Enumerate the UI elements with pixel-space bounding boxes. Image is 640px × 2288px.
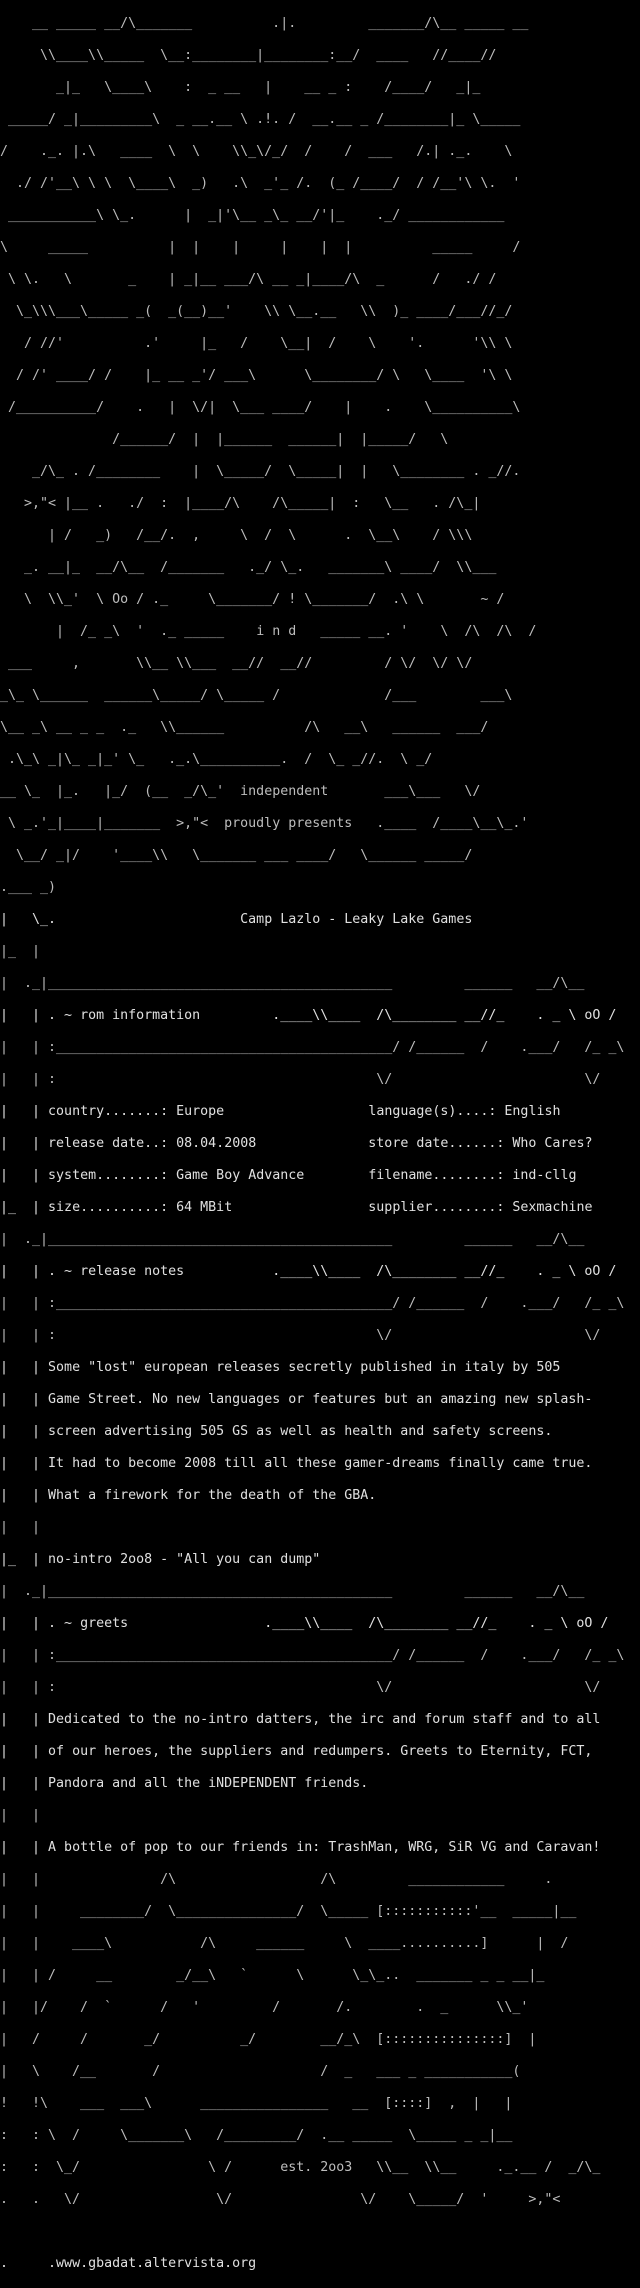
ascii-art-line: __ \_ |_. |_/ (__ _/\_' independent ___\___ \/	[0, 784, 481, 799]
rom-release-date-value: 08.04.2008	[176, 1136, 257, 1151]
section-rule: | ._|___________________________________________ ______ __/\__	[0, 976, 585, 991]
section-rule: | | : \/ \/	[0, 1680, 601, 1695]
section-label-greets: greets	[80, 1616, 129, 1631]
nointro-motto: no-intro 2oo8 - "All you can dump"	[48, 1552, 321, 1567]
ascii-art-line: \\____\\_____ \__:________|________:__/ ____ //____//	[0, 48, 497, 63]
ascii-art-line: \ _____ | | | | | | _____ /	[0, 240, 521, 255]
rom-info-row: | | country.......: Europe language(s)....: English	[0, 1104, 561, 1119]
greets-line: | | Pandora and all the iNDEPENDENT friends.	[0, 1776, 369, 1791]
ascii-art-line: | | /\ /\ ____________ .	[0, 1872, 553, 1887]
greets-line: | | of our heroes, the suppliers and redumpers. Greets to Eternity, FCT,	[0, 1744, 593, 1759]
release-note-line: | | Game Street. No new languages or features but an amazing new splash-	[0, 1392, 593, 1407]
ascii-art-line: . . \/ \/ \/ \_____/ ' >,"<	[0, 2192, 561, 2207]
greets-line: | | A bottle of pop to our friends in: TrashMan, WRG, SiR VG and Caravan!	[0, 1840, 601, 1855]
ascii-art-line: | | ____\ /\ ______ \ ____..........] | /	[0, 1936, 569, 1951]
tagline-independent: independent	[240, 784, 329, 799]
section-label-rom-information: rom information	[80, 1008, 201, 1023]
ascii-art-line: .___ _)	[0, 880, 57, 895]
ascii-art-line: _\_ \______ ______\_____/ \_____ / /___ ___\	[0, 688, 513, 703]
release-note-line: | | It had to become 2008 till all these gamer-dreams finally came true.	[0, 1456, 593, 1471]
ascii-art-line: | \ /__ / / _ ___ _ ___________(	[0, 2064, 521, 2079]
section-header-release-notes: | | . ~ release notes .____\\____ /\________ __//_ . _ \ oO /	[0, 1264, 617, 1279]
rom-supplier-value: Sexmachine	[512, 1200, 593, 1215]
ascii-art-line: : : \_/ \ / est. 2oo3 \\__ \\__ ._.__ / _/\_	[0, 2160, 601, 2175]
section-rule: | | :__________________________________________/ /______ / .___/ /_ _\	[0, 1040, 625, 1055]
ascii-art-line: | /_ _\ ' ._ _____ i n d _____ __. ' \ /\ /\ /	[0, 624, 537, 639]
section-rule: | | : \/ \/	[0, 1072, 601, 1087]
ascii-art-line: _/\_ . /________ | \_____/ \_____| | \________ . _//.	[0, 464, 521, 479]
ascii-art-line: /__________/ . | \/| \___ ____/ | . \__________\	[0, 400, 521, 415]
section-header-rom-info: | | . ~ rom information .____\\____ /\________ __//_ . _ \ oO /	[0, 1008, 617, 1023]
ascii-art-line: \ \. \ _ | _|__ ___/\ __ _|____/\ _ / ./ /	[0, 272, 497, 287]
ascii-art-line: \ \\_' \ Oo / ._ \_______/ ! \_______/ .\ \ ~ /	[0, 592, 505, 607]
ascii-art-line: .\_\ _|\_ _|_' \_ ._.\__________. / \_ _//. \ _/	[0, 752, 433, 767]
rom-store-date-value: Who Cares?	[512, 1136, 593, 1151]
rom-language-value: English	[504, 1104, 561, 1119]
ascii-art-line: / ._. |.\ ____ \ \ \\_\/_/ / / ___ /.| ._. \	[0, 144, 513, 159]
rom-size-value: 64 MBit	[176, 1200, 233, 1215]
rom-info-row: | | system........: Game Boy Advance filename........: ind-cllg	[0, 1168, 577, 1183]
ascii-art-line: | / _) /__/. , \ / \ . \__\ / \\\	[0, 528, 473, 543]
ascii-art-line: | | ________/ \_______________/ \_____ [:::::::::::'__ _____|__	[0, 1904, 577, 1919]
section-rule: | | : \/ \/	[0, 1328, 601, 1343]
ascii-art-line: \_\\\___\_____ _( _(__)__' \\ \__.__ \\ )_ ____/___//_/	[0, 304, 513, 319]
ascii-art-line	[0, 2224, 640, 2240]
rom-country-value: Europe	[176, 1104, 225, 1119]
ascii-art-line: _. __|_ __/\__ /_______ ._/ \_. _______\ ____/ \\___	[0, 560, 497, 575]
release-note-line: | | screen advertising 505 GS as well as health and safety screens.	[0, 1424, 553, 1439]
ascii-art-line: __ _____ __/\_______ .|. _______/\__ _____ __	[0, 16, 529, 31]
ascii-art-line: ___________\ \_. | _|'\__ _\_ __/'|_ ._/ ____________	[0, 208, 505, 223]
ascii-art-line: ___ , \\__ \\___ __// __// / \/ \/ \/	[0, 656, 473, 671]
section-rule: | ._|___________________________________________ ______ __/\__	[0, 1232, 585, 1247]
rom-filename-value: ind-cllg	[512, 1168, 577, 1183]
ascii-art-line: / //' .' |_ / \__| / \ '. '\\ \	[0, 336, 513, 351]
ascii-art-line: \ _.'_|____|_______ >,"< proudly presents .____ /____\__\_.'	[0, 816, 529, 831]
ascii-art-line: >,"< |__ . ./ : |____/\ /\_____| : \__ . /\_|	[0, 496, 481, 511]
title-line: | \_. Camp Lazlo - Leaky Lake Games	[0, 912, 473, 927]
greets-line: | | Dedicated to the no-intro datters, the irc and forum staff and to all	[0, 1712, 601, 1727]
ascii-art-line: ./ /'__\ \ \ \____\ _) .\ _'_ /. (_ /____/ / /__'\ \. '	[0, 176, 521, 191]
ascii-art-line: \__/ _|/ '____\\ \_______ ___ ____/ \______ _____/	[0, 848, 473, 863]
ascii-art-line: _|_ \____\ : _ __ | __ _ : /____/ _|_	[0, 80, 481, 95]
footer-url-link[interactable]: .www.gbadat.altervista.org	[48, 2256, 257, 2271]
release-note-line: |_ | no-intro 2oo8 - "All you can dump"	[0, 1552, 321, 1567]
rom-system-value: Game Boy Advance	[176, 1168, 305, 1183]
ascii-art-line: | |	[0, 1808, 41, 1823]
ascii-art-line: : : \ / \_______\ /_________/ .__ _____ \_____ _ _|__	[0, 2128, 513, 2143]
ascii-art-line: /______/ | |______ ______| |_____/ \	[0, 432, 449, 447]
release-note-line: | | Some "lost" european releases secretly published in italy by 505	[0, 1360, 561, 1375]
ascii-art-line: | | / __ _/__\ ` \ \_\_.. _______ _ _ __|_	[0, 1968, 545, 1983]
section-header-greets: | | . ~ greets .____\\____ /\________ __//_ . _ \ oO /	[0, 1616, 609, 1631]
ascii-art-line: \__ _\ __ _ _ ._ \\______ /\ __\ ______ ___/	[0, 720, 489, 735]
ascii-art-line: ! !\ ___ ___\ ________________ __ [::::] , | |	[0, 2096, 513, 2111]
release-note-line: | | What a firework for the death of the GBA.	[0, 1488, 377, 1503]
tagline-proudly-presents: proudly presents	[224, 816, 353, 831]
ascii-art-line: | |/ / ` / ' / /. . _ \\_'	[0, 2000, 529, 2015]
rom-info-row: | | release date..: 08.04.2008 store date......: Who Cares?	[0, 1136, 593, 1151]
section-rule: | | :__________________________________________/ /______ / .___/ /_ _\	[0, 1648, 625, 1663]
rom-info-row: |_ | size..........: 64 MBit supplier........: Sexmachine	[0, 1200, 593, 1215]
section-rule: | ._|___________________________________________ ______ __/\__	[0, 1584, 585, 1599]
ascii-art-line: | |	[0, 1520, 41, 1535]
ascii-art-line: _____/ _|_________\ _ __.__ \ .!. / __.__ _ /________|_ \_____	[0, 112, 521, 127]
ascii-art-line: |_ |	[0, 944, 41, 959]
ascii-art-line: / /' ____/ / |_ __ _'/ ___\ \________/ \ \____ '\ \	[0, 368, 513, 383]
established-year: est. 2oo3	[280, 2160, 353, 2175]
section-rule: | | :__________________________________________/ /______ / .___/ /_ _\	[0, 1296, 625, 1311]
group-name-ind: i n d	[256, 624, 297, 639]
ascii-art-line: | / / _/ _/ __/_\ [:::::::::::::::] |	[0, 2032, 537, 2047]
section-label-release-notes: release notes	[80, 1264, 185, 1279]
release-title: Camp Lazlo - Leaky Lake Games	[240, 912, 473, 927]
footer-url-line: . .www.gbadat.altervista.org	[0, 2256, 257, 2271]
